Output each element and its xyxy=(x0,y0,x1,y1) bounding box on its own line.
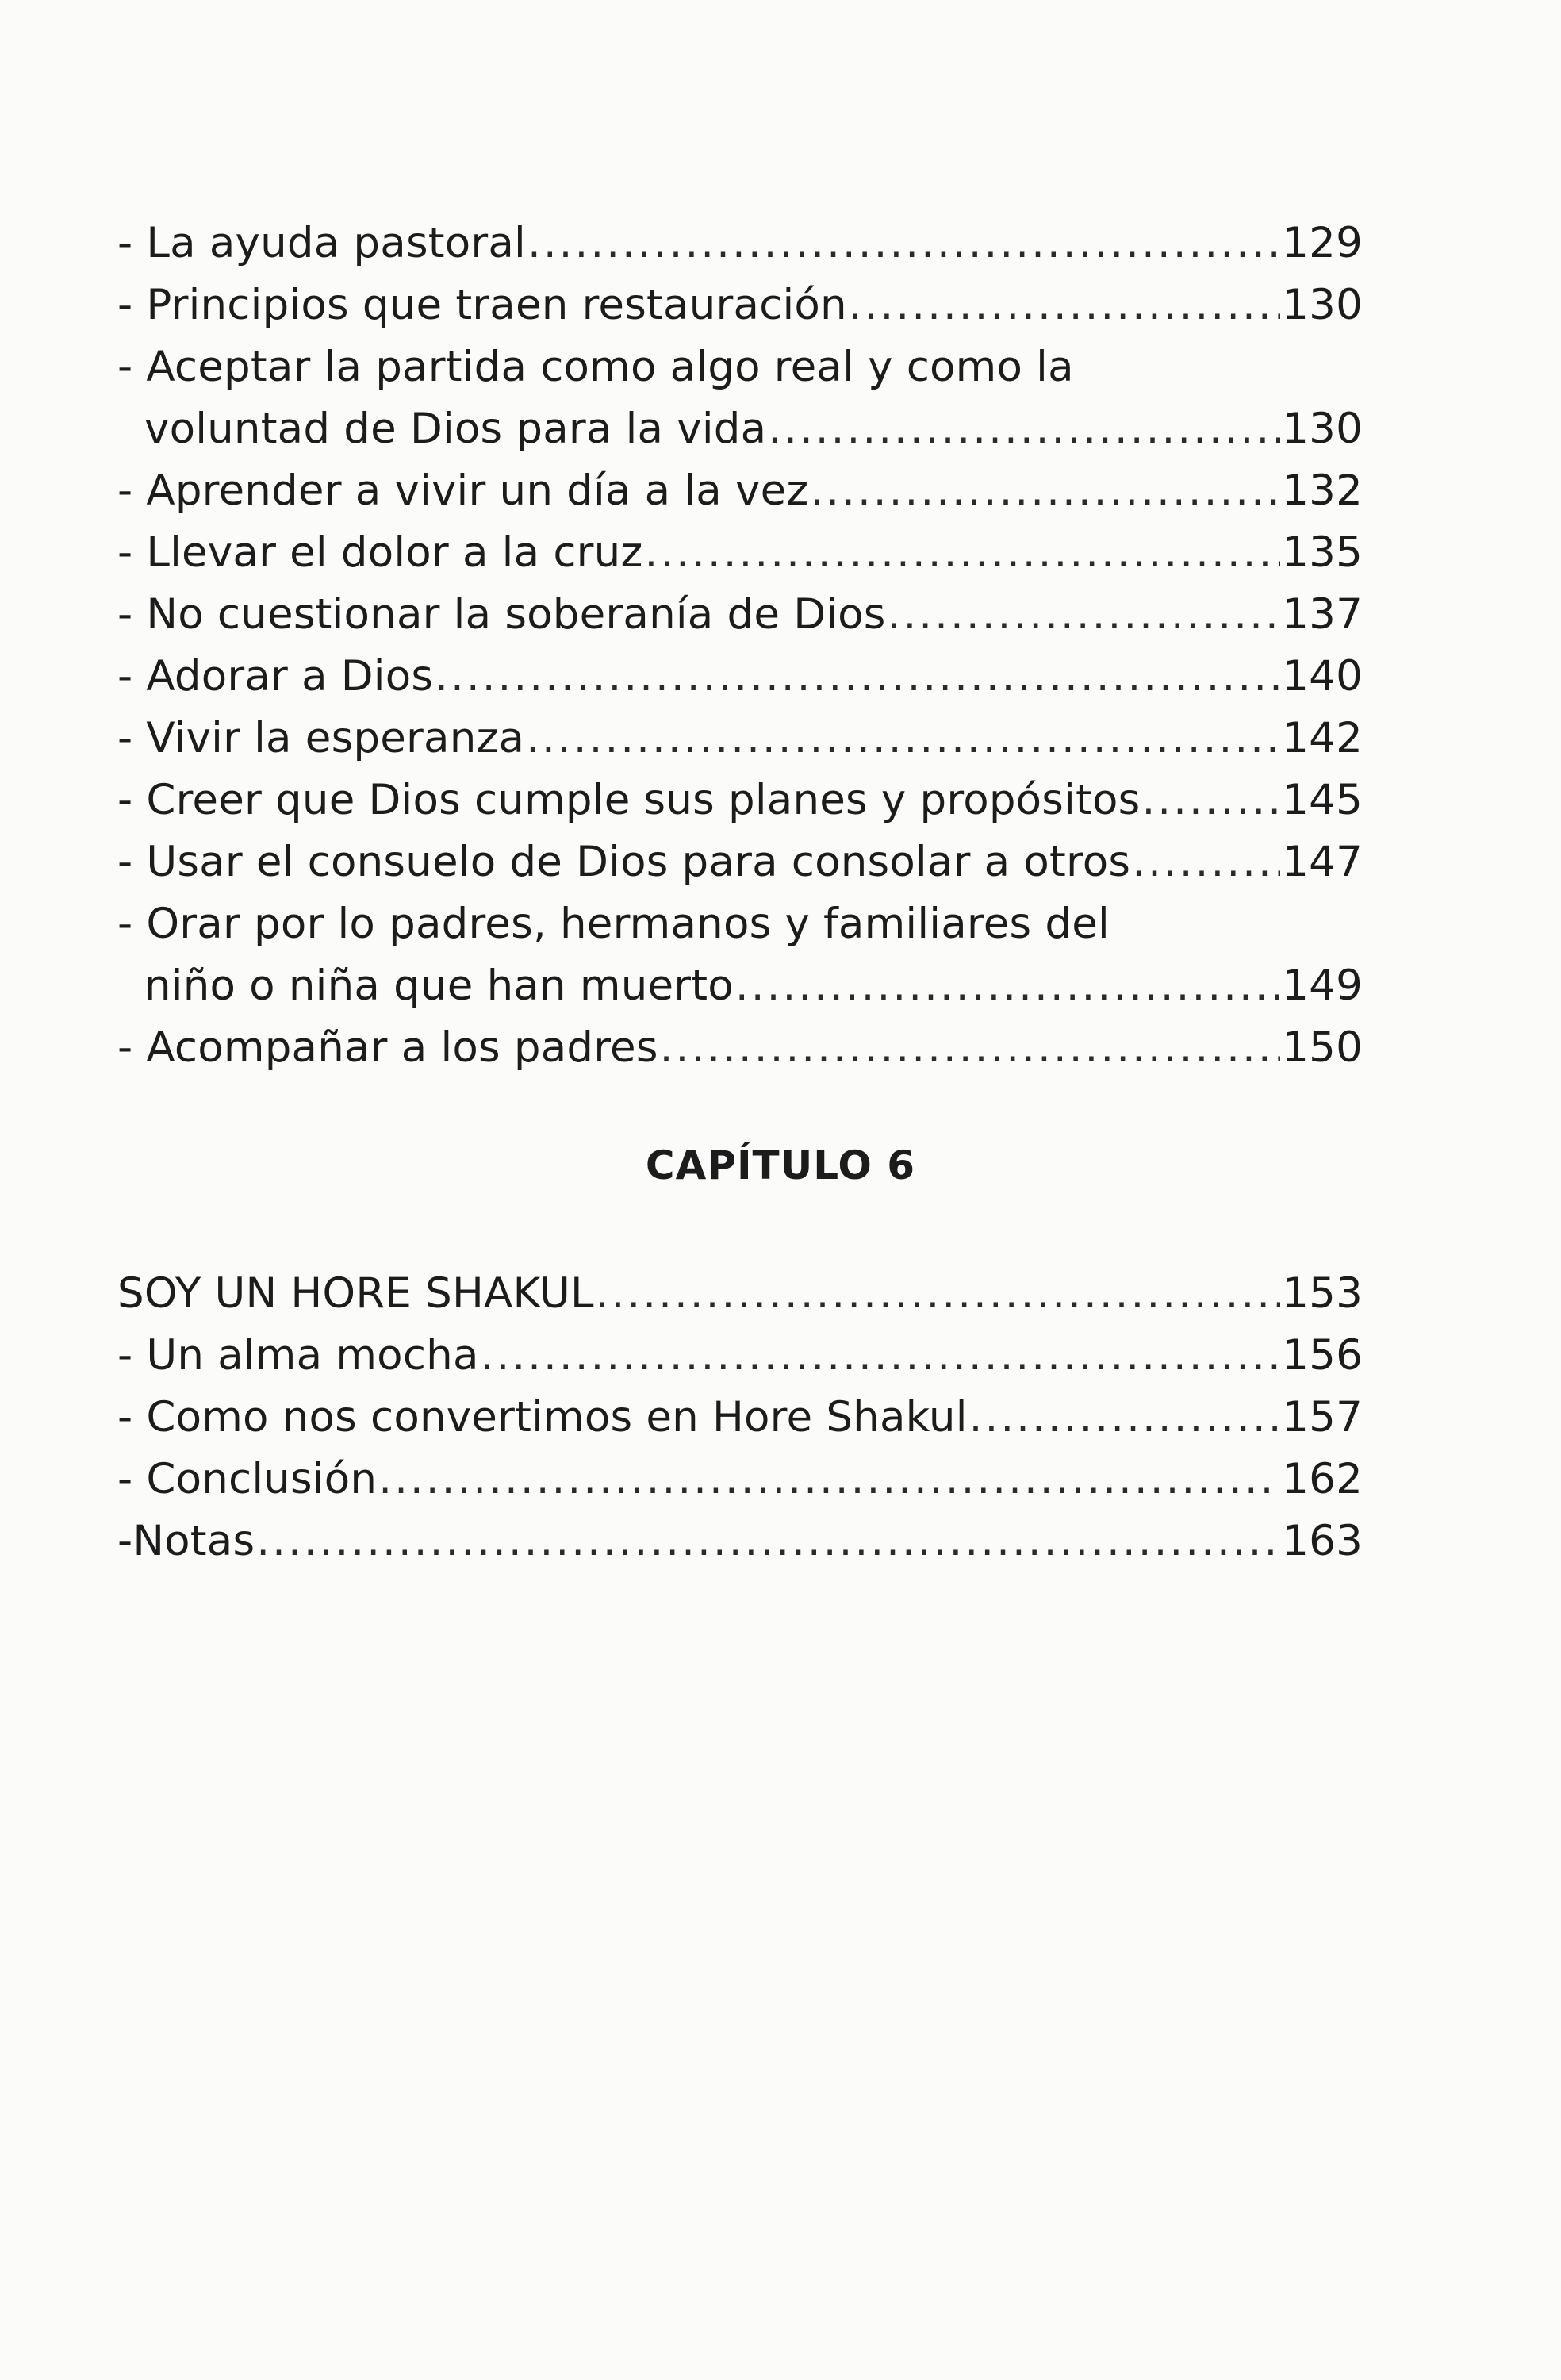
dot-leader xyxy=(888,584,1281,646)
toc-entry xyxy=(117,646,1363,708)
toc-entry-page: 153 xyxy=(1282,1269,1363,1318)
toc-entry xyxy=(117,1017,1363,1079)
toc-entry-page: 147 xyxy=(1282,838,1363,886)
dot-leader xyxy=(969,1387,1281,1449)
dot-leader xyxy=(810,460,1280,522)
toc-entry-page: 132 xyxy=(1282,466,1363,515)
toc-entry xyxy=(117,1263,1363,1325)
toc-entry xyxy=(117,1449,1363,1511)
toc-entry-page: 130 xyxy=(1282,405,1363,453)
chapter-heading: CAPÍTULO 6 xyxy=(645,1142,916,1188)
toc-entry-label: - Un alma mocha xyxy=(117,1331,479,1380)
toc-entry xyxy=(117,584,1363,646)
toc-entry-page: 145 xyxy=(1282,776,1363,824)
toc-entry-label: - Acompañar a los padres xyxy=(117,1023,658,1072)
toc-entry-label: - Aprender a vivir un día a la vez xyxy=(117,466,809,515)
dot-leader xyxy=(481,1325,1281,1387)
toc-entry-label: - La ayuda pastoral xyxy=(117,219,526,267)
toc-entry xyxy=(117,336,1363,460)
toc-entry-page: 163 xyxy=(1282,1517,1363,1565)
toc-entry-label: - Principios que traen restauración xyxy=(117,281,847,329)
dot-leader xyxy=(378,1449,1280,1511)
dot-leader xyxy=(768,398,1280,460)
dot-leader xyxy=(1132,831,1280,893)
dot-leader xyxy=(596,1263,1281,1325)
toc-entry xyxy=(117,1511,1363,1572)
toc-entry-label: - Usar el consuelo de Dios para consolar a otros xyxy=(117,838,1131,886)
dot-leader xyxy=(527,213,1280,274)
toc-entry-page: 149 xyxy=(1282,962,1363,1010)
toc-entry-page: 140 xyxy=(1282,652,1363,701)
toc-entry-page: 157 xyxy=(1282,1393,1363,1441)
toc-entry xyxy=(117,460,1363,522)
toc-entry-label: - Vivir la esperanza xyxy=(117,714,525,762)
toc-entry-label-line1: - Aceptar la partida como algo real y como la xyxy=(117,343,1074,391)
toc-entry-page: 162 xyxy=(1282,1455,1363,1503)
toc-entry-label: voluntad de Dios para la vida xyxy=(144,405,767,453)
dot-leader xyxy=(849,274,1280,336)
dot-leader xyxy=(735,955,1280,1017)
toc-entry xyxy=(117,522,1363,584)
toc-entry xyxy=(117,1387,1363,1449)
toc-entry-label: - Adorar a Dios xyxy=(117,652,434,701)
toc-entry-label: - Como nos convertimos en Hore Shakul xyxy=(117,1393,968,1441)
toc-entry xyxy=(117,831,1363,893)
toc-entry-page: 142 xyxy=(1282,714,1363,762)
toc-entry-page: 150 xyxy=(1282,1023,1363,1072)
toc-entry xyxy=(117,274,1363,336)
dot-leader xyxy=(644,522,1280,584)
toc-entry-page: 135 xyxy=(1282,528,1363,577)
toc-entry-label-line1: - Orar por lo padres, hermanos y familiares del xyxy=(117,900,1110,948)
toc-entry xyxy=(117,708,1363,770)
toc-entry xyxy=(117,893,1363,1017)
dot-leader xyxy=(526,708,1280,770)
toc-entry-label: - Llevar el dolor a la cruz xyxy=(117,528,643,577)
toc-section-chapter-6 xyxy=(117,1263,1363,1572)
toc-entry-label: - Creer que Dios cumple sus planes y propósitos xyxy=(117,776,1141,824)
toc-section-chapter-5 xyxy=(117,213,1363,1079)
dot-leader xyxy=(435,646,1280,708)
dot-leader xyxy=(660,1017,1281,1079)
toc-entry xyxy=(117,1325,1363,1387)
toc-entry-label: - No cuestionar la soberanía de Dios xyxy=(117,590,886,639)
toc-entry-page: 129 xyxy=(1282,219,1363,267)
toc-entry-label: -Notas xyxy=(117,1517,255,1565)
dot-leader xyxy=(1141,770,1280,831)
toc-entry xyxy=(117,770,1363,831)
toc-entry-page: 156 xyxy=(1282,1331,1363,1380)
toc-entry-label: niño o niña que han muerto xyxy=(144,962,734,1010)
toc-entry-page: 137 xyxy=(1282,590,1363,639)
toc-entry-label: - Conclusión xyxy=(117,1455,378,1503)
dot-leader xyxy=(256,1511,1280,1572)
toc-entry-label: SOY UN HORE SHAKUL xyxy=(117,1269,594,1318)
toc-entry-page: 130 xyxy=(1282,281,1363,329)
toc-entry xyxy=(117,213,1363,274)
